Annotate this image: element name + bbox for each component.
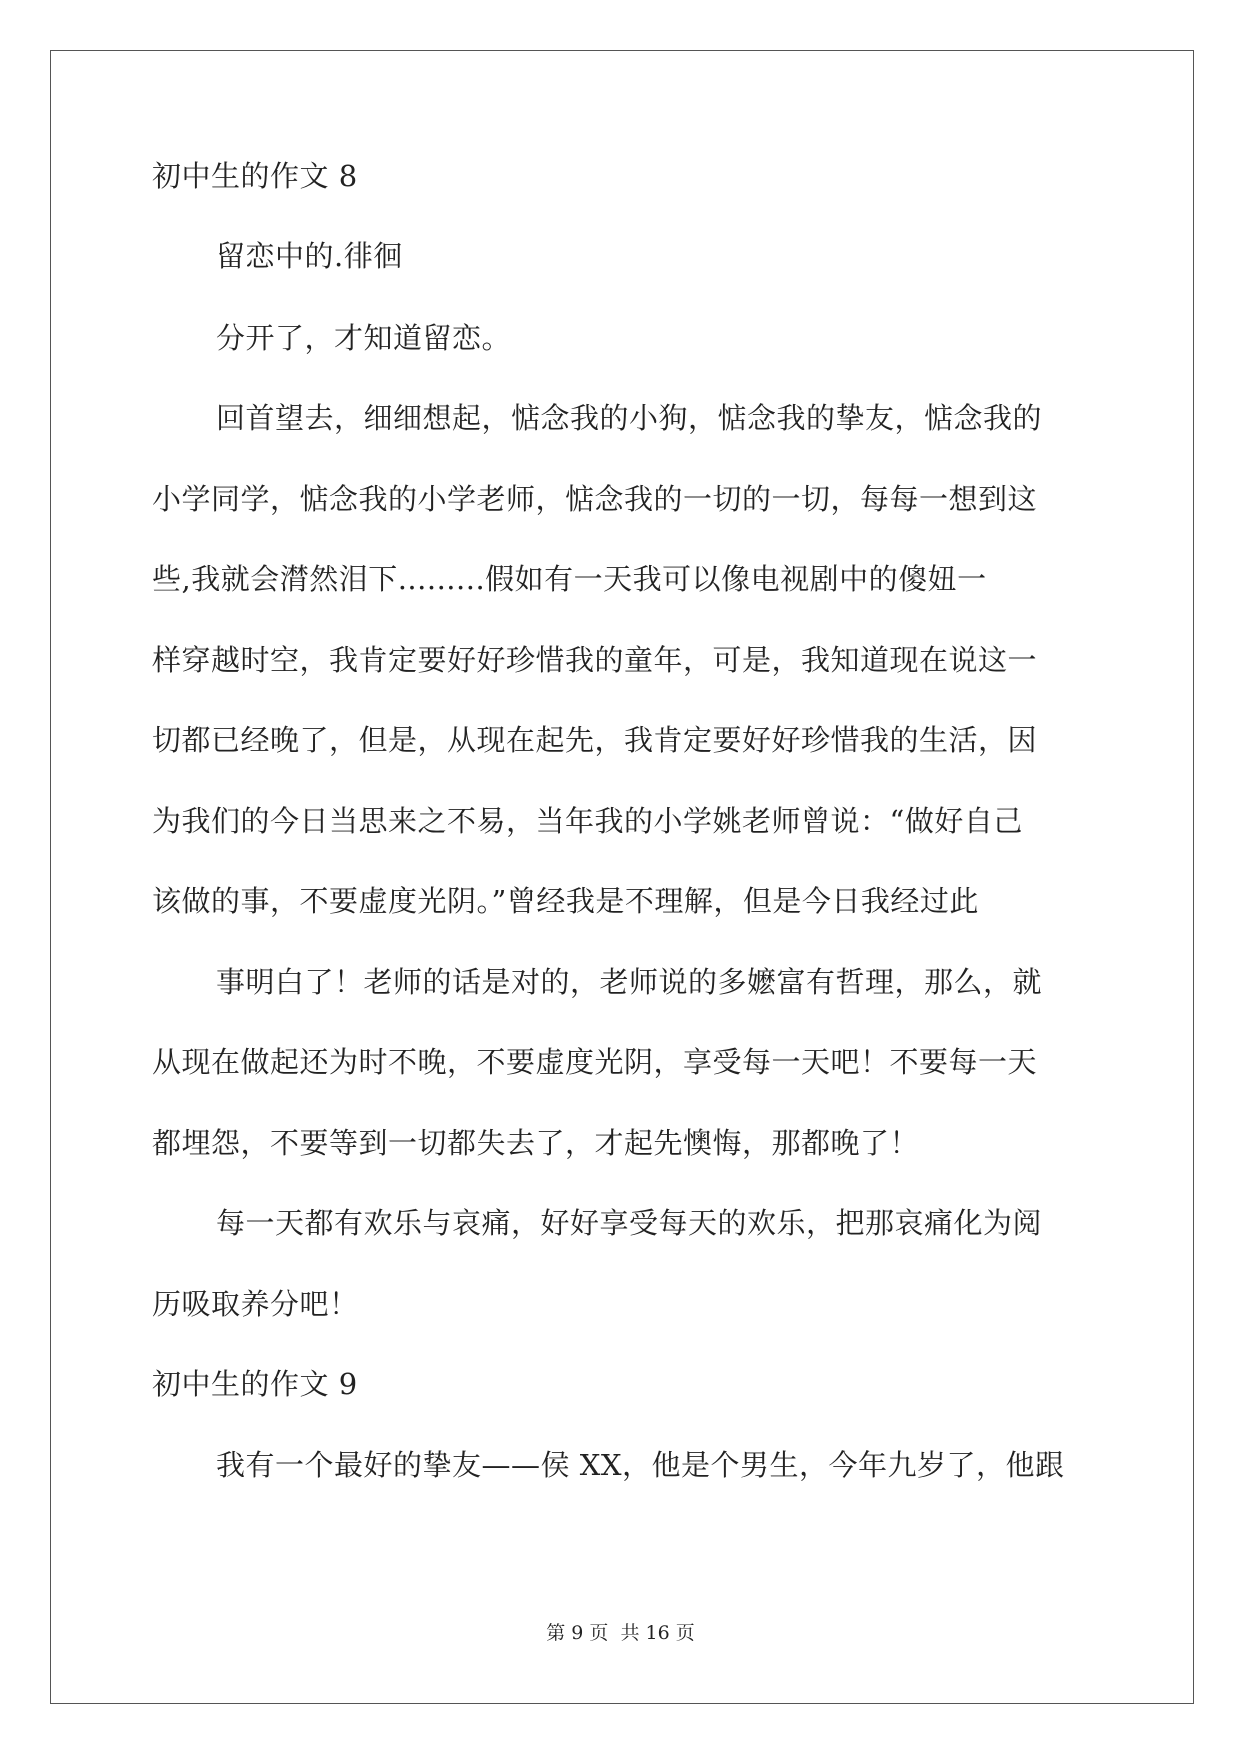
paragraph-line: 历吸取养分吧！ xyxy=(152,1287,359,1321)
paragraph-line: 分开了，才知道留恋。 xyxy=(216,321,512,355)
paragraph-line: 都埋怨，不要等到一切都失去了，才起先懊悔，那都晚了！ xyxy=(152,1126,920,1160)
paragraph-line: 回首望去，细细想起，惦念我的小狗，惦念我的挚友，惦念我的 xyxy=(216,401,1043,435)
essay-title: 初中生的作文 9 xyxy=(152,1367,358,1401)
paragraph-line: 每一天都有欢乐与哀痛，好好享受每天的欢乐，把那哀痛化为阅 xyxy=(216,1206,1043,1240)
page-number: 第 9 页 xyxy=(546,1622,609,1644)
essay-title: 初中生的作文 8 xyxy=(152,159,358,193)
page-footer xyxy=(0,1618,1241,1645)
page-total: 共 16 页 xyxy=(620,1622,695,1644)
paragraph-line: 样穿越时空，我肯定要好好珍惜我的童年，可是，我知道现在说这一 xyxy=(152,643,1038,677)
paragraph-line: 切都已经晚了，但是，从现在起先，我肯定要好好珍惜我的生活，因 xyxy=(152,723,1038,757)
paragraph-line: 事明白了！老师的话是对的，老师说的多嬷富有哲理，那么，就 xyxy=(216,965,1043,999)
essay-subtitle: 留恋中的.徘徊 xyxy=(216,239,403,273)
paragraph-line: 为我们的今日当思来之不易，当年我的小学姚老师曾说：“做好自己 xyxy=(152,804,1023,838)
paragraph-line: 我有一个最好的挚友——侯 XX，他是个男生，今年九岁了，他跟 xyxy=(216,1448,1065,1482)
paragraph-line: 小学同学，惦念我的小学老师，惦念我的一切的一切，每每一想到这 xyxy=(152,482,1038,516)
paragraph-line: 些,我就会潸然泪下.........假如有一天我可以像电视剧中的傻妞一 xyxy=(152,562,987,596)
paragraph-line: 该做的事，不要虚度光阴。”曾经我是不理解，但是今日我经过此 xyxy=(152,884,979,918)
paragraph-line: 从现在做起还为时不晚，不要虚度光阴，享受每一天吧！不要每一天 xyxy=(152,1045,1038,1079)
